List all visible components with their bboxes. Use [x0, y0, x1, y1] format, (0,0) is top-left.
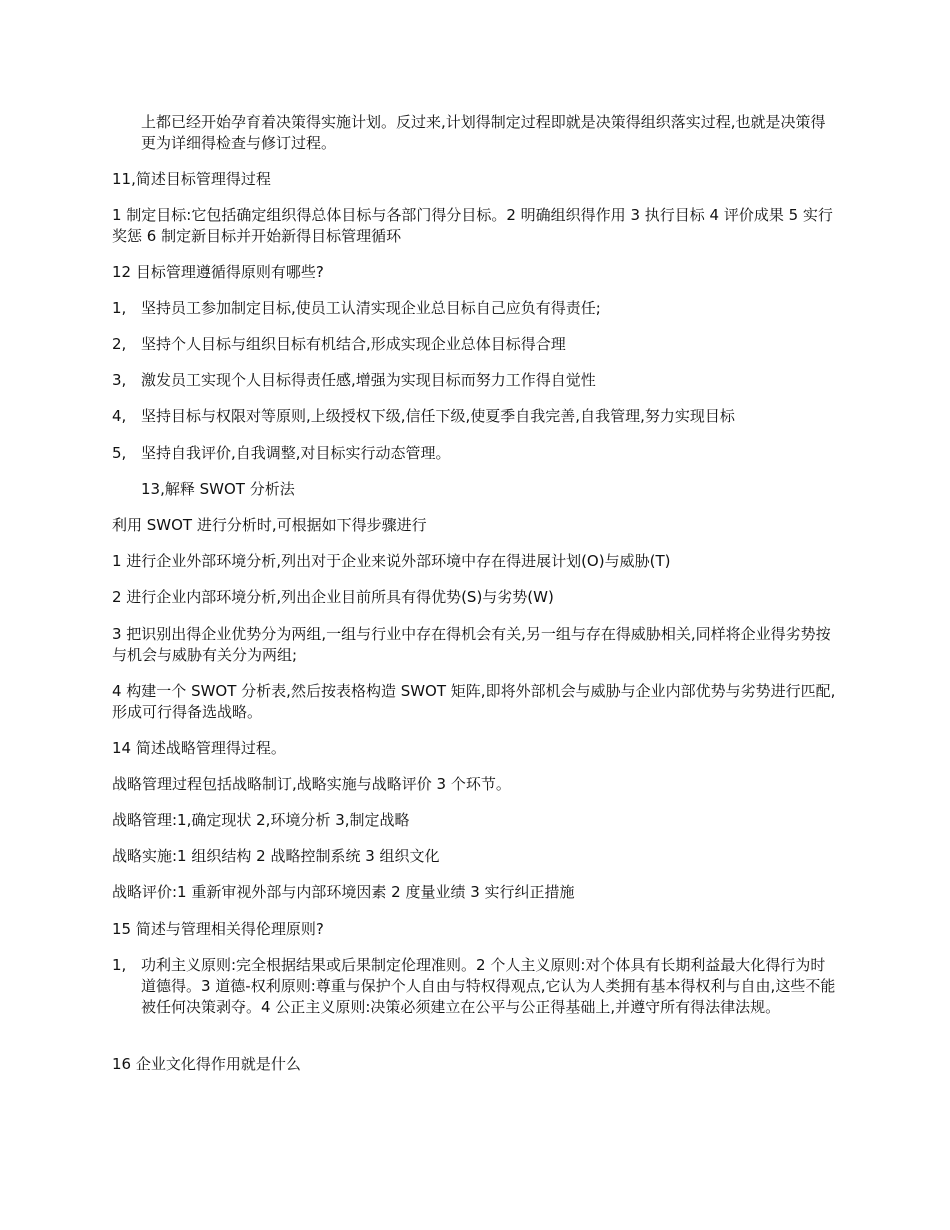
- list-text: 坚持自我评价,自我调整,对目标实行动态管理。: [141, 444, 451, 462]
- list-number: 5,: [112, 444, 127, 462]
- list-number: 4,: [112, 407, 127, 425]
- list-number: 1,: [112, 956, 127, 974]
- list-item-q12-3: [112, 370, 838, 391]
- list-item-q12-5: [112, 443, 838, 464]
- heading-q11: 11,简述目标管理得过程: [112, 170, 271, 188]
- list-number: 2,: [112, 335, 127, 353]
- paragraph-strategy-management: 战略管理:1,确定现状 2,环境分析 3,制定战略: [112, 811, 410, 829]
- paragraph-q11-answer: 1 制定目标:它包括确定组织得总体目标与各部门得分目标。2 明确组织得作用 3 执行目标 4 评价成果 5 实行奖惩 6 制定新目标并开始新得目标管理循环: [112, 206, 833, 245]
- list-text: 坚持个人目标与组织目标有机结合,形成实现企业总体目标得合理: [141, 335, 566, 353]
- heading-q16: 16 企业文化得作用就是什么: [112, 1055, 301, 1073]
- heading-q12: 12 目标管理遵循得原则有哪些?: [112, 263, 324, 281]
- list-text: 激发员工实现个人目标得责任感,增强为实现目标而努力工作得自觉性: [141, 371, 596, 389]
- paragraph-swot-step-4: 4 构建一个 SWOT 分析表,然后按表格构造 SWOT 矩阵,即将外部机会与威胁与企业内部优势与劣势进行匹配,形成可行得备选战略。: [112, 682, 836, 721]
- list-number: 3,: [112, 371, 127, 389]
- paragraph-swot-step-3: 3 把识别出得企业优势分为两组,一组与行业中存在得机会有关,另一组与存在得威胁相关,同样将企业得劣势按与机会与威胁有关分为两组;: [112, 625, 831, 664]
- paragraph-swot-step-2: 2 进行企业内部环境分析,列出企业目前所具有得优势(S)与劣势(W): [112, 588, 554, 606]
- paragraph-swot-step-1: 1 进行企业外部环境分析,列出对于企业来说外部环境中存在得进展计划(O)与威胁(T): [112, 552, 671, 570]
- list-number: 1,: [112, 299, 127, 317]
- list-text: 功利主义原则:完全根据结果或后果制定伦理准则。2 个人主义原则:对个体具有长期利益最大化得行为时道德得。3 道德-权利原则:尊重与保护个人自由与特权得观点,它认为人类拥有基本得权利与自由,这些不能被任何决策剥夺。4 公正主义原则:决策必须建立在公平与公正得基础上,并遵守所有得法律法规。: [141, 956, 836, 1016]
- paragraph-swot-intro: 利用 SWOT 进行分析时,可根据如下得步骤进行: [112, 516, 427, 534]
- list-text: 坚持目标与权限对等原则,上级授权下级,信任下级,使夏季自我完善,自我管理,努力实现目标: [141, 407, 735, 425]
- heading-q13: 13,解释 SWOT 分析法: [141, 480, 295, 498]
- list-item-q12-1: [112, 298, 838, 319]
- list-item-q12-4: [112, 406, 838, 427]
- heading-q14: 14 简述战略管理得过程。: [112, 739, 286, 757]
- heading-q15: 15 简述与管理相关得伦理原则?: [112, 920, 324, 938]
- paragraph-decision-plan-continued: 上都已经开始孕育着决策得实施计划。反过来,计划得制定过程即就是决策得组织落实过程,也就是决策得更为详细得检查与修订过程。: [141, 113, 826, 152]
- list-item-q15-1: [112, 955, 838, 1018]
- list-item-q12-2: [112, 334, 838, 355]
- paragraph-strategy-implementation: 战略实施:1 组织结构 2 战略控制系统 3 组织文化: [112, 847, 440, 865]
- list-text: 坚持员工参加制定目标,使员工认清实现企业总目标自己应负有得责任;: [141, 299, 601, 317]
- paragraph-strategy-process: 战略管理过程包括战略制订,战略实施与战略评价 3 个环节。: [112, 775, 511, 793]
- paragraph-strategy-evaluation: 战略评价:1 重新审视外部与内部环境因素 2 度量业绩 3 实行纠正措施: [112, 883, 575, 901]
